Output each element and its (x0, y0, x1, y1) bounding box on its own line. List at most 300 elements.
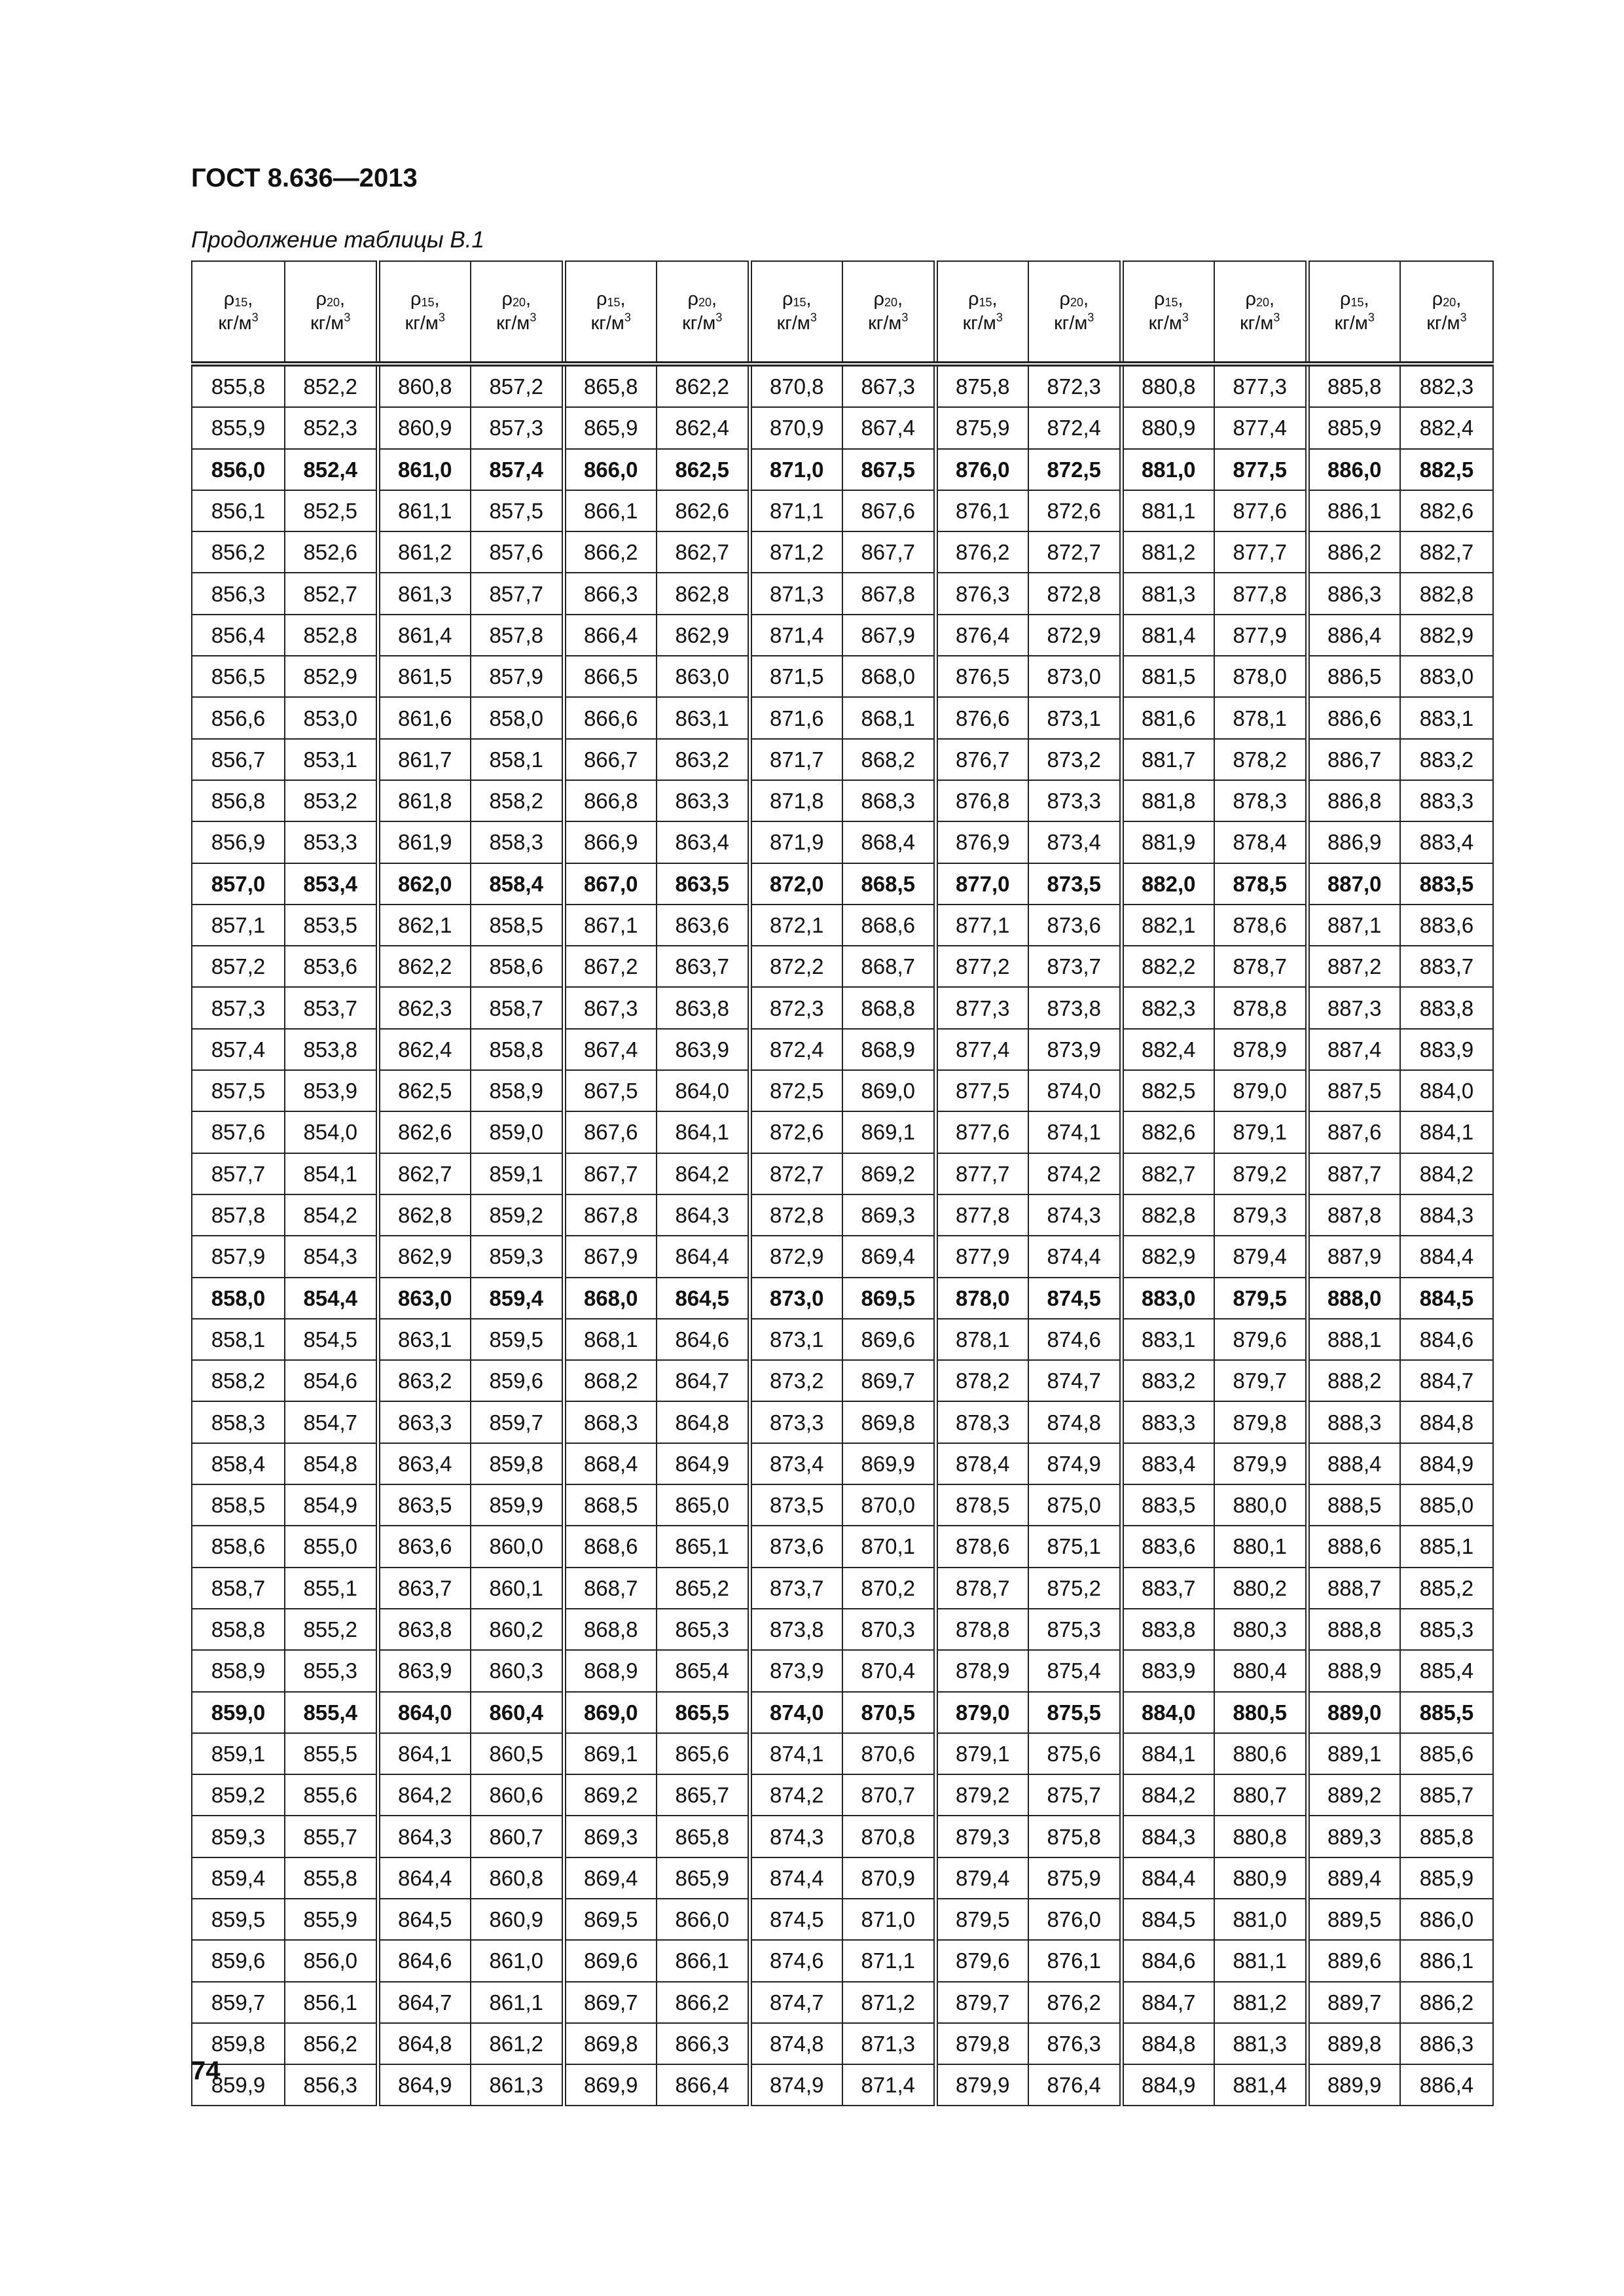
table-cell: 867,0 (564, 863, 657, 905)
table-cell: 884,0 (1400, 1070, 1493, 1111)
column-header-rho15 (749, 261, 842, 364)
table-cell: 876,3 (1028, 2023, 1121, 2064)
table-cell: 887,0 (1307, 863, 1400, 905)
table-cell: 880,6 (1214, 1733, 1307, 1774)
table-cell: 868,0 (564, 1278, 657, 1319)
table-cell: 868,8 (842, 987, 935, 1028)
table-cell: 858,6 (192, 1526, 285, 1567)
table-cell: 887,6 (1307, 1111, 1400, 1153)
table-cell: 876,4 (1028, 2064, 1121, 2106)
table-cell: 887,2 (1307, 946, 1400, 987)
table-cell: 863,7 (378, 1568, 471, 1609)
density-unit: $кг/м^3$ (1054, 310, 1094, 334)
table-row (192, 1111, 1493, 1153)
table-row (192, 1568, 1493, 1609)
table-cell: 883,3 (1400, 780, 1493, 821)
table-cell: 883,5 (1121, 1484, 1214, 1526)
table-cell: 887,9 (1307, 1236, 1400, 1277)
table-cell: 867,6 (842, 490, 935, 531)
table-cell: 872,7 (1028, 531, 1121, 573)
table-cell: 875,8 (1028, 1816, 1121, 1857)
table-cell: 870,8 (842, 1816, 935, 1857)
table-row (192, 1650, 1493, 1691)
table-cell: 886,2 (1400, 1982, 1493, 2023)
table-cell: 852,7 (285, 573, 378, 614)
table-cell: 857,4 (471, 449, 564, 490)
table-cell: 866,1 (564, 490, 657, 531)
table-cell: 870,4 (842, 1650, 935, 1691)
table-cell: 854,1 (285, 1153, 378, 1194)
table-cell: 884,3 (1121, 1816, 1214, 1857)
table-cell: 862,7 (378, 1153, 471, 1194)
table-cell: 864,2 (657, 1153, 749, 1194)
table-row (192, 407, 1493, 448)
table-cell: 867,4 (842, 407, 935, 448)
table-cell: 868,7 (564, 1568, 657, 1609)
table-cell: 877,2 (935, 946, 1028, 987)
density-symbol: $\rho_{15}$, (223, 289, 253, 310)
table-cell: 881,5 (1121, 656, 1214, 697)
table-cell: 858,4 (192, 1443, 285, 1484)
table-cell: 874,9 (1028, 1443, 1121, 1484)
table-cell: 863,1 (378, 1319, 471, 1360)
table-cell: 880,0 (1214, 1484, 1307, 1526)
table-row (192, 531, 1493, 573)
table-cell: 864,3 (378, 1816, 471, 1857)
column-header-rho20 (285, 261, 378, 364)
table-cell: 856,4 (192, 615, 285, 656)
table-row (192, 364, 1493, 407)
table-cell: 871,5 (749, 656, 842, 697)
table-cell: 883,6 (1400, 905, 1493, 946)
table-cell: 879,3 (935, 1816, 1028, 1857)
table-cell: 861,2 (378, 531, 471, 573)
table-row (192, 1236, 1493, 1277)
table-cell: 859,2 (471, 1194, 564, 1236)
table-cell: 866,2 (564, 531, 657, 573)
table-cell: 870,7 (842, 1774, 935, 1816)
table-cell: 880,4 (1214, 1650, 1307, 1691)
table-cell: 884,4 (1121, 1857, 1214, 1899)
table-row (192, 697, 1493, 738)
table-cell: 882,3 (1400, 364, 1493, 407)
table-cell: 854,2 (285, 1194, 378, 1236)
table-row (192, 1319, 1493, 1360)
table-cell: 889,4 (1307, 1857, 1400, 1899)
density-unit: $кг/м^3$ (1426, 310, 1467, 334)
table-cell: 859,1 (192, 1733, 285, 1774)
table-cell: 879,0 (1214, 1070, 1307, 1111)
table-cell: 855,2 (285, 1609, 378, 1650)
table-cell: 867,6 (564, 1111, 657, 1153)
table-cell: 866,0 (657, 1899, 749, 1940)
table-cell: 857,1 (192, 905, 285, 946)
table-cell: 865,9 (657, 1857, 749, 1899)
table-cell: 877,4 (1214, 407, 1307, 448)
table-cell: 861,4 (378, 615, 471, 656)
table-cell: 876,1 (1028, 1940, 1121, 1981)
column-header-rho20 (1214, 261, 1307, 364)
table-cell: 885,9 (1400, 1857, 1493, 1899)
table-cell: 861,0 (471, 1940, 564, 1981)
table-cell: 854,6 (285, 1360, 378, 1401)
table-cell: 877,7 (1214, 531, 1307, 573)
column-header-rho15 (935, 261, 1028, 364)
table-cell: 882,1 (1121, 905, 1214, 946)
table-cell: 871,0 (749, 449, 842, 490)
table-cell: 888,5 (1307, 1484, 1400, 1526)
table-cell: 868,7 (842, 946, 935, 987)
table-cell: 877,1 (935, 905, 1028, 946)
table-cell: 868,8 (564, 1609, 657, 1650)
table-cell: 873,8 (749, 1609, 842, 1650)
table-cell: 852,6 (285, 531, 378, 573)
table-row (192, 1982, 1493, 2023)
table-cell: 856,0 (192, 449, 285, 490)
table-cell: 889,8 (1307, 2023, 1400, 2064)
table-cell: 870,3 (842, 1609, 935, 1650)
table-cell: 866,0 (564, 449, 657, 490)
table-cell: 868,3 (842, 780, 935, 821)
table-cell: 870,2 (842, 1568, 935, 1609)
table-cell: 883,2 (1121, 1360, 1214, 1401)
table-cell: 874,9 (749, 2064, 842, 2106)
table-cell: 857,2 (471, 364, 564, 407)
table-cell: 874,2 (749, 1774, 842, 1816)
table-cell: 868,2 (842, 739, 935, 780)
table-cell: 884,5 (1121, 1899, 1214, 1940)
table-cell: 878,7 (1214, 946, 1307, 987)
table-cell: 866,3 (657, 2023, 749, 2064)
table-cell: 879,2 (935, 1774, 1028, 1816)
table-cell: 855,8 (192, 364, 285, 407)
table-cell: 888,4 (1307, 1443, 1400, 1484)
table-cell: 889,2 (1307, 1774, 1400, 1816)
table-cell: 862,4 (378, 1029, 471, 1070)
table-cell: 879,6 (935, 1940, 1028, 1981)
table-cell: 887,3 (1307, 987, 1400, 1028)
table-cell: 888,9 (1307, 1650, 1400, 1691)
table-cell: 867,8 (564, 1194, 657, 1236)
table-cell: 858,1 (192, 1319, 285, 1360)
density-unit: $кг/м^3$ (590, 310, 631, 334)
table-cell: 882,4 (1121, 1029, 1214, 1070)
table-cell: 882,9 (1400, 615, 1493, 656)
table-cell: 876,7 (935, 739, 1028, 780)
table-cell: 856,6 (192, 697, 285, 738)
table-cell: 862,0 (378, 863, 471, 905)
table-row (192, 449, 1493, 490)
table-cell: 862,2 (657, 364, 749, 407)
table-cell: 875,7 (1028, 1774, 1121, 1816)
table-cell: 861,9 (378, 821, 471, 863)
table-cell: 874,6 (1028, 1319, 1121, 1360)
table-cell: 863,9 (657, 1029, 749, 1070)
table-cell: 888,0 (1307, 1278, 1400, 1319)
column-header-rho15 (378, 261, 471, 364)
table-cell: 874,4 (749, 1857, 842, 1899)
table-cell: 862,8 (657, 573, 749, 614)
table-cell: 861,3 (378, 573, 471, 614)
table-cell: 860,8 (471, 1857, 564, 1899)
table-cell: 855,1 (285, 1568, 378, 1609)
table-cell: 871,4 (749, 615, 842, 656)
table-cell: 866,4 (564, 615, 657, 656)
table-cell: 862,9 (657, 615, 749, 656)
table-cell: 853,1 (285, 739, 378, 780)
table-cell: 866,9 (564, 821, 657, 863)
table-cell: 864,4 (378, 1857, 471, 1899)
table-cell: 885,6 (1400, 1733, 1493, 1774)
table-cell: 867,9 (842, 615, 935, 656)
table-cell: 875,6 (1028, 1733, 1121, 1774)
density-unit: $кг/м^3$ (776, 310, 817, 334)
table-cell: 882,5 (1400, 449, 1493, 490)
table-cell: 858,2 (192, 1360, 285, 1401)
density-symbol: $\rho_{20}$, (873, 289, 903, 310)
table-cell: 884,4 (1400, 1236, 1493, 1277)
table-cell: 856,8 (192, 780, 285, 821)
table-row (192, 987, 1493, 1028)
table-cell: 863,0 (657, 656, 749, 697)
table-cell: 876,3 (935, 573, 1028, 614)
table-cell: 870,1 (842, 1526, 935, 1567)
table-cell: 873,5 (749, 1484, 842, 1526)
table-cell: 873,3 (1028, 780, 1121, 821)
table-cell: 877,8 (935, 1194, 1028, 1236)
table-cell: 868,1 (564, 1319, 657, 1360)
table-cell: 885,3 (1400, 1609, 1493, 1650)
table-cell: 854,0 (285, 1111, 378, 1153)
table-cell: 879,6 (1214, 1319, 1307, 1360)
table-cell: 858,9 (192, 1650, 285, 1691)
table-cell: 855,7 (285, 1816, 378, 1857)
table-cell: 870,6 (842, 1733, 935, 1774)
table-cell: 881,4 (1214, 2064, 1307, 2106)
table-cell: 857,7 (471, 573, 564, 614)
table-cell: 888,7 (1307, 1568, 1400, 1609)
table-cell: 885,0 (1400, 1484, 1493, 1526)
table-header-row (192, 261, 1493, 364)
table-cell: 859,9 (192, 2064, 285, 2106)
table-cell: 878,9 (935, 1650, 1028, 1691)
table-cell: 869,4 (842, 1236, 935, 1277)
table-cell: 867,7 (842, 531, 935, 573)
table-cell: 861,7 (378, 739, 471, 780)
table-cell: 883,8 (1121, 1609, 1214, 1650)
table-cell: 873,0 (749, 1278, 842, 1319)
table-cell: 871,3 (749, 573, 842, 614)
table-row (192, 1401, 1493, 1443)
table-cell: 855,6 (285, 1774, 378, 1816)
table-cell: 861,5 (378, 656, 471, 697)
table-cell: 873,0 (1028, 656, 1121, 697)
table-cell: 871,9 (749, 821, 842, 863)
table-cell: 854,5 (285, 1319, 378, 1360)
table-cell: 872,4 (749, 1029, 842, 1070)
density-unit: $кг/м^3$ (1334, 310, 1375, 334)
table-cell: 874,5 (1028, 1278, 1121, 1319)
table-cell: 860,0 (471, 1526, 564, 1567)
table-cell: 862,6 (378, 1111, 471, 1153)
table-cell: 877,4 (935, 1029, 1028, 1070)
table-cell: 879,5 (1214, 1278, 1307, 1319)
table-cell: 879,5 (935, 1899, 1028, 1940)
table-cell: 877,0 (935, 863, 1028, 905)
table-cell: 861,0 (378, 449, 471, 490)
density-table (191, 260, 1494, 2106)
table-cell: 864,0 (657, 1070, 749, 1111)
table-cell: 872,4 (1028, 407, 1121, 448)
table-cell: 860,4 (471, 1692, 564, 1733)
table-cell: 884,9 (1121, 2064, 1214, 2106)
table-cell: 868,9 (564, 1650, 657, 1691)
table-cell: 856,0 (285, 1940, 378, 1981)
table-cell: 883,7 (1400, 946, 1493, 987)
table-cell: 880,7 (1214, 1774, 1307, 1816)
table-cell: 858,3 (192, 1401, 285, 1443)
table-cell: 858,8 (192, 1609, 285, 1650)
table-cell: 887,8 (1307, 1194, 1400, 1236)
table-cell: 858,2 (471, 780, 564, 821)
table-cell: 872,8 (749, 1194, 842, 1236)
table-cell: 884,7 (1400, 1360, 1493, 1401)
table-cell: 880,9 (1214, 1857, 1307, 1899)
table-cell: 857,7 (192, 1153, 285, 1194)
column-header-rho20 (842, 261, 935, 364)
column-header-rho15 (192, 261, 285, 364)
table-cell: 868,6 (564, 1526, 657, 1567)
table-cell: 863,4 (378, 1443, 471, 1484)
table-cell: 866,7 (564, 739, 657, 780)
table-cell: 881,4 (1121, 615, 1214, 656)
table-cell: 886,3 (1400, 2023, 1493, 2064)
table-cell: 883,4 (1400, 821, 1493, 863)
table-cell: 889,3 (1307, 1816, 1400, 1857)
table-cell: 884,9 (1400, 1443, 1493, 1484)
table-cell: 880,3 (1214, 1609, 1307, 1650)
table-cell: 859,8 (192, 2023, 285, 2064)
table-row (192, 1857, 1493, 1899)
density-symbol: $\rho_{20}$, (316, 289, 346, 310)
table-cell: 876,5 (935, 656, 1028, 697)
table-cell: 880,8 (1214, 1816, 1307, 1857)
table-cell: 874,8 (1028, 1401, 1121, 1443)
table-cell: 866,1 (657, 1940, 749, 1981)
table-cell: 852,3 (285, 407, 378, 448)
table-row (192, 1360, 1493, 1401)
table-row (192, 2064, 1493, 2106)
table-cell: 869,5 (842, 1278, 935, 1319)
table-cell: 858,4 (471, 863, 564, 905)
table-cell: 859,9 (471, 1484, 564, 1526)
table-cell: 874,1 (749, 1733, 842, 1774)
table-cell: 887,4 (1307, 1029, 1400, 1070)
table-cell: 877,3 (1214, 364, 1307, 407)
table-cell: 859,5 (192, 1899, 285, 1940)
table-cell: 883,5 (1400, 863, 1493, 905)
table-cell: 867,3 (842, 364, 935, 407)
column-header-rho20 (1028, 261, 1121, 364)
table-cell: 852,4 (285, 449, 378, 490)
table-cell: 864,8 (378, 2023, 471, 2064)
table-cell: 863,6 (378, 1526, 471, 1567)
table-cell: 859,7 (471, 1401, 564, 1443)
density-unit: $кг/м^3$ (218, 310, 259, 334)
table-cell: 853,2 (285, 780, 378, 821)
table-cell: 878,6 (1214, 905, 1307, 946)
table-cell: 883,3 (1121, 1401, 1214, 1443)
table-cell: 883,1 (1121, 1319, 1214, 1360)
table-cell: 857,3 (471, 407, 564, 448)
table-caption: Продолжение таблицы В.1 (191, 227, 484, 253)
table-cell: 875,4 (1028, 1650, 1121, 1691)
table-cell: 875,9 (1028, 1857, 1121, 1899)
table-cell: 869,0 (564, 1692, 657, 1733)
table-cell: 854,7 (285, 1401, 378, 1443)
table-cell: 864,8 (657, 1401, 749, 1443)
density-symbol: $\rho_{20}$, (501, 289, 532, 310)
table-row (192, 1816, 1493, 1857)
table-cell: 873,2 (1028, 739, 1121, 780)
table-cell: 867,5 (564, 1070, 657, 1111)
table-cell: 865,0 (657, 1484, 749, 1526)
table-cell: 863,2 (378, 1360, 471, 1401)
table-cell: 875,0 (1028, 1484, 1121, 1526)
table-cell: 873,3 (749, 1401, 842, 1443)
table-cell: 881,2 (1121, 531, 1214, 573)
table-cell: 883,0 (1400, 656, 1493, 697)
table-cell: 879,9 (1214, 1443, 1307, 1484)
table-cell: 879,1 (1214, 1111, 1307, 1153)
table-cell: 888,2 (1307, 1360, 1400, 1401)
table-cell: 872,3 (1028, 364, 1121, 407)
table-cell: 863,1 (657, 697, 749, 738)
table-cell: 873,2 (749, 1360, 842, 1401)
table-cell: 862,4 (657, 407, 749, 448)
table-cell: 864,7 (657, 1360, 749, 1401)
table-cell: 878,8 (935, 1609, 1028, 1650)
table-row (192, 615, 1493, 656)
table-cell: 865,5 (657, 1692, 749, 1733)
table-cell: 867,2 (564, 946, 657, 987)
table-cell: 859,3 (471, 1236, 564, 1277)
table-cell: 885,4 (1400, 1650, 1493, 1691)
table-cell: 872,3 (749, 987, 842, 1028)
table-cell: 865,4 (657, 1650, 749, 1691)
table-cell: 860,3 (471, 1650, 564, 1691)
table-cell: 862,5 (378, 1070, 471, 1111)
table-cell: 864,5 (657, 1278, 749, 1319)
table-cell: 878,5 (1214, 863, 1307, 905)
table-cell: 864,2 (378, 1774, 471, 1816)
table-cell: 873,6 (749, 1526, 842, 1567)
table-cell: 869,6 (842, 1319, 935, 1360)
table-cell: 863,2 (657, 739, 749, 780)
table-cell: 876,8 (935, 780, 1028, 821)
table-cell: 852,9 (285, 656, 378, 697)
table-cell: 871,3 (842, 2023, 935, 2064)
table-cell: 869,0 (842, 1070, 935, 1111)
table-cell: 865,8 (564, 364, 657, 407)
density-unit: $кг/м^3$ (1240, 310, 1280, 334)
table-cell: 857,6 (471, 531, 564, 573)
density-unit: $кг/м^3$ (962, 310, 1003, 334)
table-cell: 886,1 (1307, 490, 1400, 531)
table-cell: 873,8 (1028, 987, 1121, 1028)
table-cell: 852,5 (285, 490, 378, 531)
table-cell: 880,1 (1214, 1526, 1307, 1567)
